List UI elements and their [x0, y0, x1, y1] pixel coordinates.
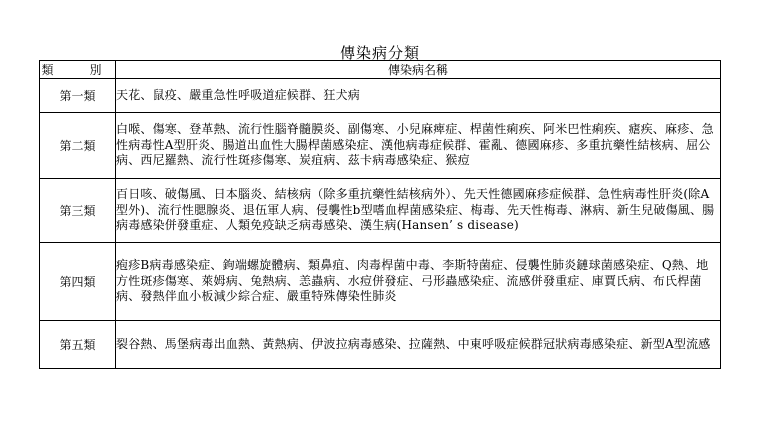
header-category: 類 別 — [40, 61, 116, 79]
table-row — [40, 79, 721, 113]
table-row — [40, 179, 721, 243]
page-title: 傳染病分類 — [339, 44, 420, 62]
table-header-row — [40, 61, 721, 79]
disease-list-cell: 天花、鼠疫、嚴重急性呼吸道症候群、狂犬病 — [116, 79, 721, 113]
disease-list-cell: 疱疹B病毒感染症、鉤端螺旋體病、類鼻疽、肉毒桿菌中毒、李斯特菌症、侵襲性肺炎鏈球菌感染症、Q熱、地方性斑疹傷寒、萊姆病、兔熱病、恙蟲病、水痘併發症、弓形蟲感染症、流感併發重症、庫賈氏病、布氏桿菌病、發熱伴血小板減少綜合症、嚴重特殊傳染性肺炎 — [116, 243, 721, 321]
table-row — [40, 243, 721, 321]
disease-list-cell: 裂谷熱、馬堡病毒出血熱、黃熱病、伊波拉病毒感染、拉薩熱、中東呼吸症候群冠狀病毒感染症、新型A型流感 — [116, 321, 721, 369]
table-row — [40, 321, 721, 369]
table-row — [40, 113, 721, 179]
category-cell: 第三類 — [40, 179, 116, 243]
header-diseases: 傳染病名稱 — [116, 61, 721, 79]
category-cell: 第五類 — [40, 321, 116, 369]
category-cell: 第一類 — [40, 79, 116, 113]
category-cell: 第二類 — [40, 113, 116, 179]
disease-list-cell: 白喉、傷寒、登革熱、流行性腦脊髓膜炎、副傷寒、小兒麻痺症、桿菌性痢疾、阿米巴性痢疾、瘧疾、麻疹、急性病毒性A型肝炎、腸道出血性大腸桿菌感染症、漢他病毒症候群、霍亂、德國麻疹、多重抗藥性結核病、屈公病、西尼羅熱、流行性斑疹傷寒、炭疽病、茲卡病毒感染症、猴痘 — [116, 113, 721, 179]
category-cell: 第四類 — [40, 243, 116, 321]
disease-classification-table — [39, 60, 721, 369]
disease-list-cell: 百日咳、破傷風、日本腦炎、結核病（除多重抗藥性結核病外）、先天性德國麻疹症候群、急性病毒性肝炎(除A型外)、流行性腮腺炎、退伍軍人病、侵襲性b型嗜血桿菌感染症、梅毒、先天性梅毒、淋病、新生兒破傷風、腸病毒感染併發重症、人類免疫缺乏病毒感染、漢生病(Hansen’ s disease) — [116, 179, 721, 243]
